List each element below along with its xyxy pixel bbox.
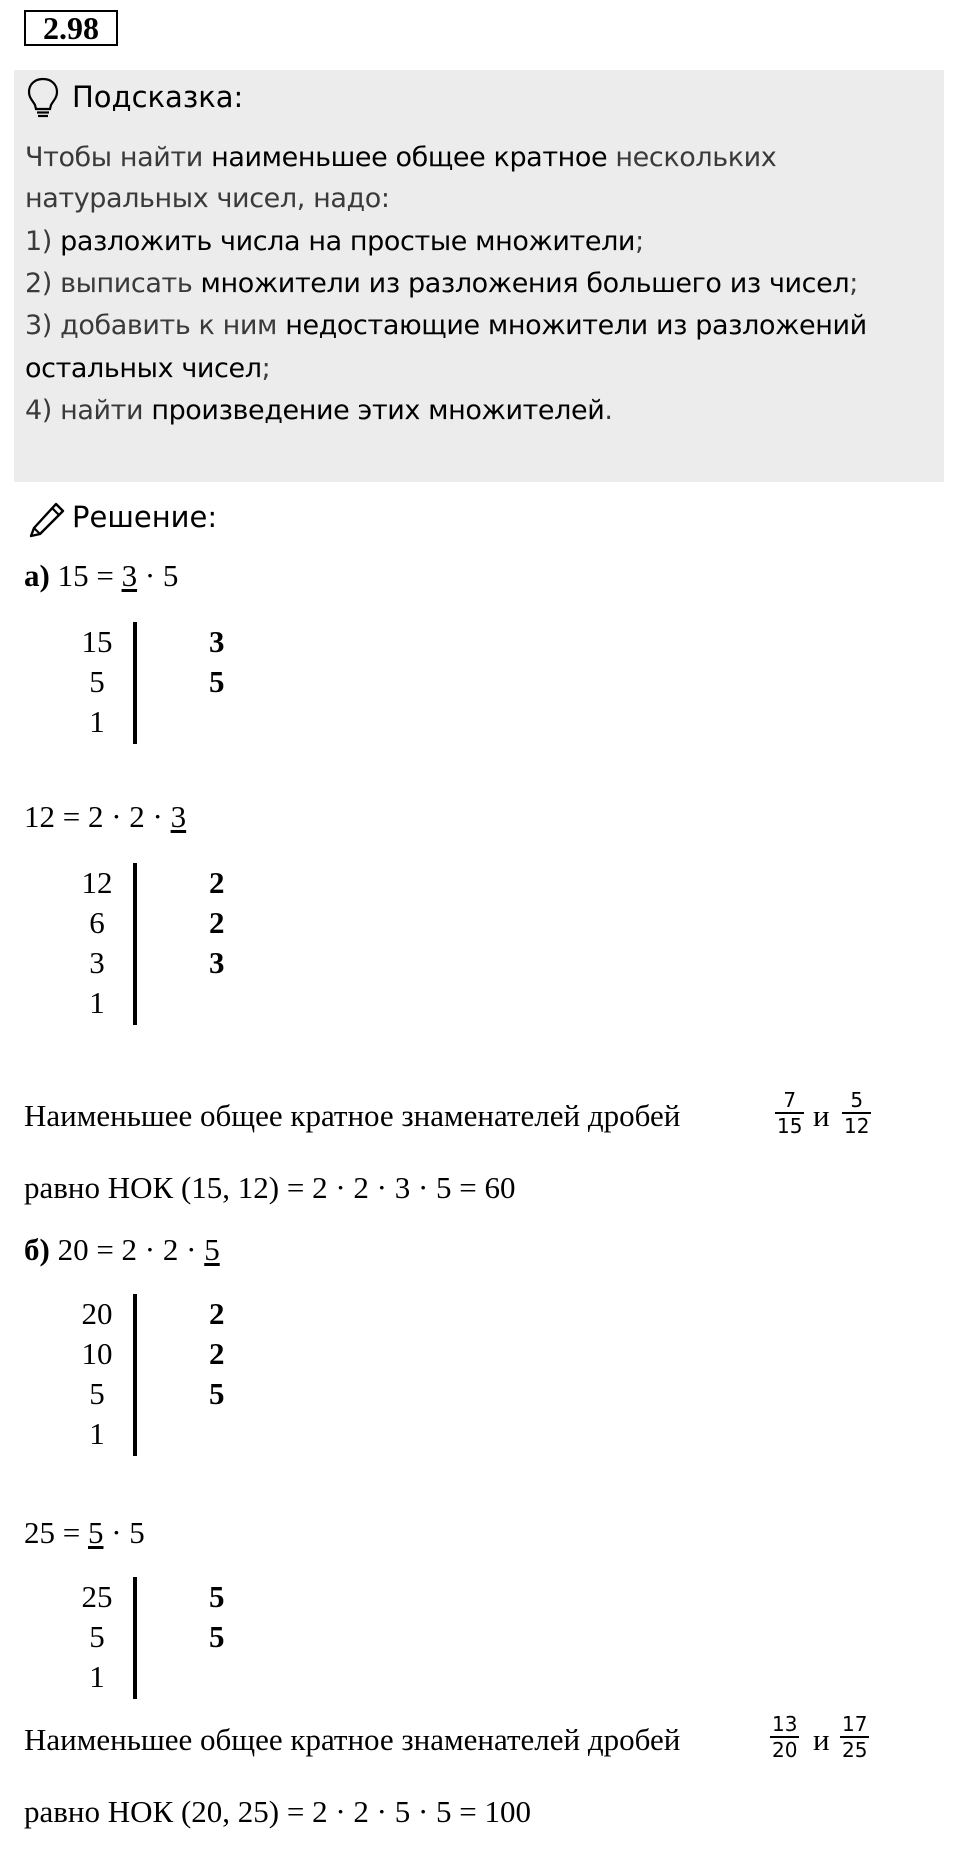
equation-b1-underlined: 5 (204, 1232, 220, 1267)
hint-text: ; (261, 353, 271, 384)
hint-text: 2) выписать (25, 268, 201, 299)
part-b-label: б) (24, 1232, 50, 1267)
dividend-value: 1 (89, 1659, 105, 1694)
hint-text: ; (849, 268, 858, 299)
dividend-value: 1 (89, 985, 105, 1020)
hint-box (14, 70, 944, 482)
fraction-b2 (840, 1712, 869, 1762)
hint-line (25, 183, 390, 214)
hint-emphasis: множители из разложения большего из чисел (200, 268, 850, 299)
conclusion-b-and: и (813, 1722, 830, 1757)
prime-factor: 3 (209, 945, 225, 980)
fraction-b2-num: 17 (842, 1712, 868, 1736)
prime-factor: 5 (209, 664, 225, 699)
prime-factor: 2 (209, 905, 225, 940)
pencil-icon (26, 496, 70, 540)
dividend-value: 20 (81, 1296, 113, 1331)
dividend-value: 1 (89, 704, 105, 739)
hint-text: ; (635, 226, 644, 257)
hint-text: 4) найти (25, 395, 152, 426)
hint-text: нескольких (607, 142, 777, 173)
equation-a1-pre: 15 = (49, 558, 122, 593)
hint-emphasis: недостающие множители из разложений (285, 310, 867, 341)
hint-text: . (604, 395, 613, 426)
dividend-value: 15 (81, 624, 113, 659)
hint-text: Чтобы найти (25, 142, 212, 173)
dividend-value: 25 (81, 1579, 113, 1614)
conclusion-b-result: равно НОК (20, 25) = 2 · 2 · 5 · 5 = 100 (24, 1794, 532, 1829)
equation-b2 (24, 1515, 145, 1551)
prime-factor: 5 (209, 1579, 225, 1614)
fraction-b1-num: 13 (772, 1712, 798, 1736)
dividend-value: 6 (89, 905, 105, 940)
equation-b2-post: · 5 (103, 1515, 145, 1550)
equation-a1-underlined: 3 (121, 558, 138, 593)
hint-title: Подсказка: (72, 80, 244, 114)
hint-line (25, 353, 270, 384)
fraction-b1 (770, 1712, 799, 1762)
equation-a2-underlined: 3 (170, 799, 187, 834)
hint-emphasis: наименьшее общее кратное (211, 142, 608, 173)
equation-b1-pre: 20 = 2 · 2 · (49, 1232, 205, 1267)
equation-b1 (24, 1232, 220, 1268)
dividend-value: 1 (89, 1416, 105, 1451)
hint-text: 1) (25, 226, 61, 257)
prime-factor: 2 (209, 865, 225, 900)
equation-b2-pre: 25 = (24, 1515, 88, 1550)
dividend-value: 5 (89, 1619, 105, 1654)
equation-a2 (24, 799, 186, 835)
fraction-b2-den: 25 (842, 1738, 868, 1762)
lightbulb-icon (26, 76, 60, 120)
conclusion-a-result: равно НОК (15, 12) = 2 · 2 · 3 · 5 = 60 (24, 1170, 516, 1205)
conclusion-a-and: и (813, 1098, 830, 1133)
hint-emphasis: произведение этих множителей (151, 395, 605, 426)
hint-line (25, 310, 867, 341)
dividend-value: 5 (89, 664, 105, 699)
prime-factor: 5 (209, 1619, 225, 1654)
fraction-a1-num: 7 (783, 1088, 797, 1112)
prime-factor: 2 (209, 1336, 225, 1371)
conclusion-a-text: Наименьшее общее кратное знаменателей дробей (24, 1098, 681, 1133)
hint-emphasis: остальных чисел (25, 353, 262, 384)
hint-line (25, 226, 644, 257)
problem-number: 2.98 (24, 10, 118, 46)
dividend-value: 3 (89, 945, 105, 980)
prime-factor: 2 (209, 1296, 225, 1331)
fraction-b1-den: 20 (772, 1738, 798, 1762)
prime-factor: 5 (209, 1376, 225, 1411)
fraction-a1-den: 15 (777, 1114, 803, 1138)
fraction-a1 (775, 1088, 804, 1138)
hint-line (25, 142, 776, 173)
dividend-value: 10 (81, 1336, 113, 1371)
equation-a1-post: · 5 (137, 558, 179, 593)
hint-line (25, 268, 858, 299)
dividend-value: 5 (89, 1376, 105, 1411)
equation-a1 (24, 558, 178, 594)
hint-emphasis: разложить числа на простые множители (60, 226, 636, 257)
dividend-value: 12 (81, 865, 113, 900)
equation-b2-underlined: 5 (87, 1515, 104, 1550)
fraction-a2-den: 12 (844, 1114, 870, 1138)
conclusion-b-text: Наименьшее общее кратное знаменателей дробей (24, 1722, 681, 1757)
fraction-a2 (842, 1088, 871, 1138)
equation-a2-pre: 12 = 2 · 2 · (24, 799, 171, 834)
fraction-a2-num: 5 (850, 1088, 864, 1112)
solution-title: Решение: (72, 500, 218, 534)
hint-line (25, 395, 613, 426)
hint-text: 3) добавить к ним (25, 310, 286, 341)
prime-factor: 3 (209, 624, 225, 659)
hint-text: натуральных чисел, надо: (25, 183, 390, 214)
part-a-label: а) (24, 558, 50, 593)
